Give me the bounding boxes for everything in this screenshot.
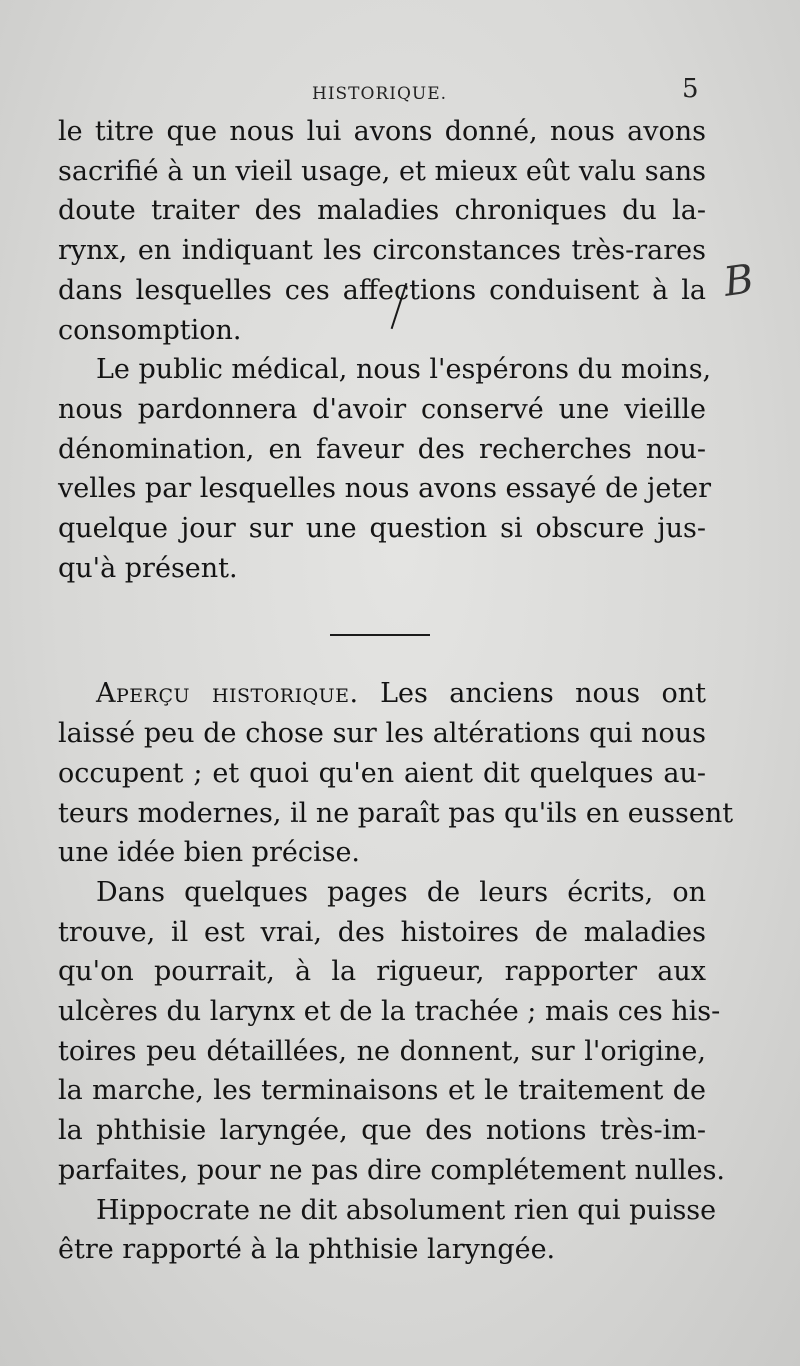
text-line: parfaites, pour ne pas dire complétement nulles. — [58, 1154, 726, 1186]
text-line: le titre que nous lui avons donné, nous avons — [58, 116, 706, 147]
text-line: la marche, les terminaisons et le traitement de — [58, 1075, 706, 1107]
paragraph — [58, 112, 706, 350]
text-fragment: Les anciens nous ont — [358, 678, 706, 710]
text-line — [58, 674, 706, 714]
text-line: dénomination, en faveur des recherches nou- — [58, 433, 706, 465]
paragraph — [58, 674, 734, 873]
text-line: consomption. — [58, 314, 242, 346]
text-line: ulcères du larynx et de la trachée ; mais ces his- — [58, 996, 721, 1028]
text-line: sacrifié à un vieil usage, et mieux eût valu sans — [58, 155, 706, 187]
text-line: la phthisie laryngée, que des notions très-im- — [58, 1115, 706, 1147]
running-head: HISTORIQUE. — [312, 84, 448, 104]
text-line: nous pardonnera d'avoir conservé une vieille — [58, 393, 706, 425]
text-line: doute traiter des maladies chroniques du la- — [58, 195, 706, 227]
text-line: Le public médical, nous l'espérons du moins, — [96, 354, 712, 386]
page-number: 5 — [682, 74, 699, 104]
text-line: velles par lesquelles nous avons essayé de jeter — [58, 473, 712, 505]
text-line: qu'on pourrait, à la rigueur, rapporter aux — [58, 956, 706, 988]
paragraph — [58, 873, 726, 1191]
divider-rule — [330, 634, 430, 636]
text-line: laissé peu de chose sur les altérations qui nous — [58, 718, 706, 750]
text-line: Dans quelques pages de leurs écrits, on — [96, 876, 706, 908]
text-line: teurs modernes, il ne paraît pas qu'ils en eussent — [58, 797, 734, 829]
text-line: dans lesquelles ces affections conduisent à la — [58, 274, 706, 306]
text-line: être rapporté à la phthisie laryngée. — [58, 1234, 556, 1266]
section-heading: Aperçu historique. — [96, 678, 359, 710]
text-line: une idée bien précise. — [58, 837, 361, 869]
text-line: Hippocrate ne dit absolument rien qui puisse — [96, 1194, 717, 1226]
section-divider — [58, 588, 706, 674]
text-line: quelque jour sur une question si obscure jus- — [58, 513, 706, 545]
margin-annotation: B — [720, 256, 757, 306]
text-line: toires peu détaillées, ne donnent, sur l'origine, — [58, 1035, 706, 1067]
paragraph — [58, 350, 712, 588]
text-line: occupent ; et quoi qu'en aient dit quelques au- — [58, 757, 706, 789]
body-text — [58, 112, 734, 1270]
text-line: trouve, il est vrai, des histoires de maladies — [58, 916, 706, 948]
text-line: rynx, en indiquant les circonstances très-rares — [58, 235, 706, 267]
paragraph — [58, 1191, 717, 1270]
text-line: qu'à présent. — [58, 552, 238, 584]
